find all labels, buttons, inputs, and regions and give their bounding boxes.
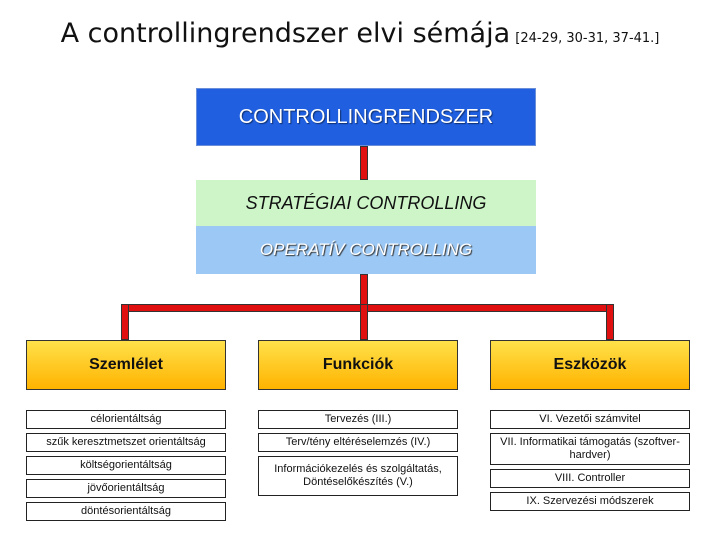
approach-item: jövőorientáltság — [26, 479, 226, 498]
category-approach: Szemlélet — [26, 340, 226, 390]
approach-item: szűk keresztmetszet orientáltság — [26, 433, 226, 452]
connector-left — [121, 304, 129, 340]
strategic-controlling-box: STRATÉGIAI CONTROLLING — [196, 180, 536, 226]
tool-item: VII. Informatikai támogatás (szoftver-hardver) — [490, 433, 690, 465]
category-functions: Funkciók — [258, 340, 458, 390]
controlling-system-box: CONTROLLINGRENDSZER — [196, 88, 536, 146]
title-main: A controllingrendszer elvi sémája — [60, 18, 511, 49]
function-item: Információkezelés és szolgáltatás, Döntéselőkészítés (V.) — [258, 456, 458, 496]
approach-item: célorientáltság — [26, 410, 226, 429]
function-item: Terv/tény eltéréselemzés (IV.) — [258, 433, 458, 452]
approach-item: költségorientáltság — [26, 456, 226, 475]
connector-right — [606, 304, 614, 340]
category-tools: Eszközök — [490, 340, 690, 390]
page-title — [0, 18, 720, 49]
tool-item: VIII. Controller — [490, 469, 690, 488]
connector-middle — [360, 304, 368, 340]
approach-item: döntésorientáltság — [26, 502, 226, 521]
title-reference: [24-29, 30-31, 37-41.] — [515, 31, 660, 46]
function-item: Tervezés (III.) — [258, 410, 458, 429]
tool-item: VI. Vezetői számvitel — [490, 410, 690, 429]
operative-controlling-box: OPERATÍV CONTROLLING — [196, 226, 536, 274]
connector-top — [360, 146, 368, 180]
tool-item: IX. Szervezési módszerek — [490, 492, 690, 511]
